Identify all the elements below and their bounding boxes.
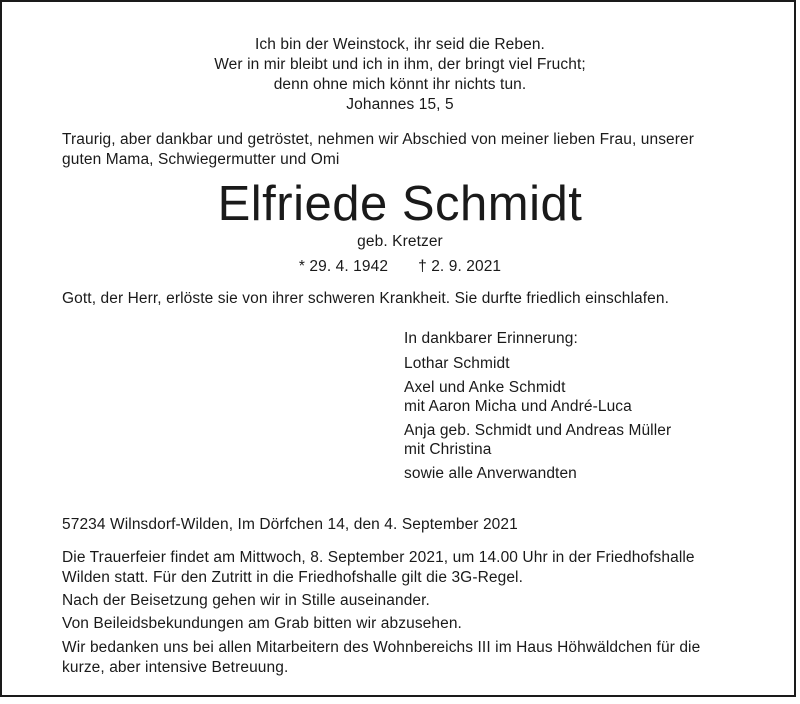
verse-line-2: Wer in mir bleibt und ich in ihm, der bringt viel Frucht; (214, 56, 586, 73)
funeral-line-4: Von Beileidsbekundungen am Grab bitten wir abzusehen. (62, 615, 462, 632)
mourner-line-3: mit Aaron Micha und André-Luca (404, 398, 632, 415)
funeral-line-1: Die Trauerfeier findet am Mittwoch, 8. September 2021, um 14.00 Uhr in der Friedhofshalle (62, 549, 695, 566)
funeral-line-5: Wir bedanken uns bei allen Mitarbeitern des Wohnbereichs III im Haus Höhwäldchen für die (62, 639, 701, 656)
mourner-line-2: Axel und Anke Schmidt (404, 379, 566, 396)
verse-reference: Johannes 15, 5 (346, 96, 454, 113)
funeral-line-6: kurze, aber intensive Betreuung. (62, 659, 289, 676)
life-dates (2, 257, 798, 277)
birth-date: * 29. 4. 1942 (298, 258, 389, 275)
mourner-line-4: Anja geb. Schmidt und Andreas Müller (404, 422, 672, 439)
funeral-line-3: Nach der Beisetzung gehen wir in Stille auseinander. (62, 592, 430, 609)
mourner-line-5: mit Christina (404, 441, 492, 458)
verse-line-3: denn ohne mich könnt ihr nichts tun. (273, 76, 527, 93)
mourner-line-6: sowie alle Anverwandten (404, 465, 577, 482)
verse-line-1: Ich bin der Weinstock, ihr seid die Reben. (255, 36, 545, 53)
maiden-name: geb. Kretzer (357, 233, 443, 250)
mourners-heading: In dankbarer Erinnerung: (404, 330, 578, 347)
intro-line-2: guten Mama, Schwiegermutter und Omi (62, 151, 340, 168)
death-date: † 2. 9. 2021 (418, 258, 502, 275)
address-line: 57234 Wilnsdorf-Wilden, Im Dörfchen 14, den 4. September 2021 (62, 516, 518, 533)
mourner-line-1: Lothar Schmidt (404, 355, 510, 372)
passing-text: Gott, der Herr, erlöste sie von ihrer schweren Krankheit. Sie durfte friedlich einschlafen. (62, 290, 669, 307)
intro-line-1: Traurig, aber dankbar und getröstet, nehmen wir Abschied von meiner lieben Frau, unserer (62, 131, 695, 148)
funeral-line-2: Wilden statt. Für den Zutritt in die Friedhofshalle gilt die 3G-Regel. (62, 569, 524, 586)
deceased-name: Elfriede Schmidt (217, 177, 583, 231)
